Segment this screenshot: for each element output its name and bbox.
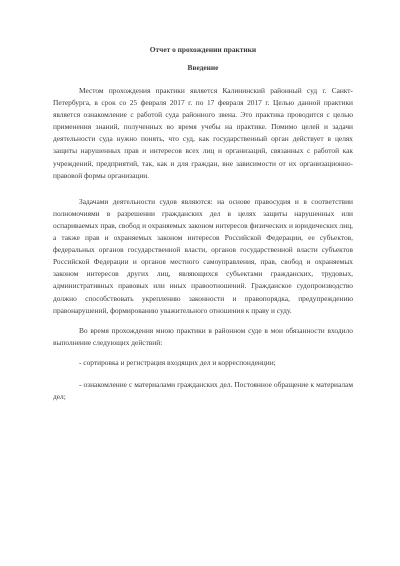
paragraph-intro: Местом прохождения практики является Калининский районный суд г. Санкт-Петербурга, в срок со 25 февраля 2017 г. по 17 февраля 2017 г. Целью данной практики является ознакомление с работой суда районного звена. Это практика проводится с целью применения знаний, полученных во время учебы на практике. Помимо целей и задачи деятельности суда нужно понять, что суд, как государственный орган действует в целях защиты нарушенных прав и интересов всех лиц и организаций, связанных с работой как учреждений, предприятий, так, как и для граждан, вне зависимости от их организационно-правовой формы организации. xyxy=(53,86,353,180)
section-heading: Введение xyxy=(187,63,219,72)
list-item-registration: - сортировка и регистрация входящих дел и корреспонденции; xyxy=(79,357,276,367)
list-item-materials: - ознакомление с материалами гражданских дел. Постоянное обращение к материалам дел; xyxy=(53,379,353,402)
paragraph-duties: Во время прохождения мною практики в районном суде в мои обязанности входило выполнение следующих действий: xyxy=(53,325,353,347)
paragraph-tasks: Задачами деятельности судов являются: на основе правосудия и в соответствии полномочиями в разрешении гражданских дел в целях защиты нарушенных или оспариваемых прав, свобод и охраняемых законом интересов физических и юридических лиц, а также прав и охраняемых законом интересов Российской Федерации, ее субъектов, федеральных органов государственной власти, органов государственной власти субъектов Российской Федерации и органов местного самоуправления, прав, свобод и охраняемых законом интересов других лиц, являющихся субъектами гражданских, трудовых, административных правовых или иных правоотношений. Гражданское судопроизводство должно способствовать укреплению законности и правопорядка, предупреждению правонарушений, формированию уважительного отношения к праву и суду. xyxy=(53,196,353,315)
document-body xyxy=(53,44,353,403)
document-title: Отчет о прохождении практики xyxy=(149,45,257,54)
